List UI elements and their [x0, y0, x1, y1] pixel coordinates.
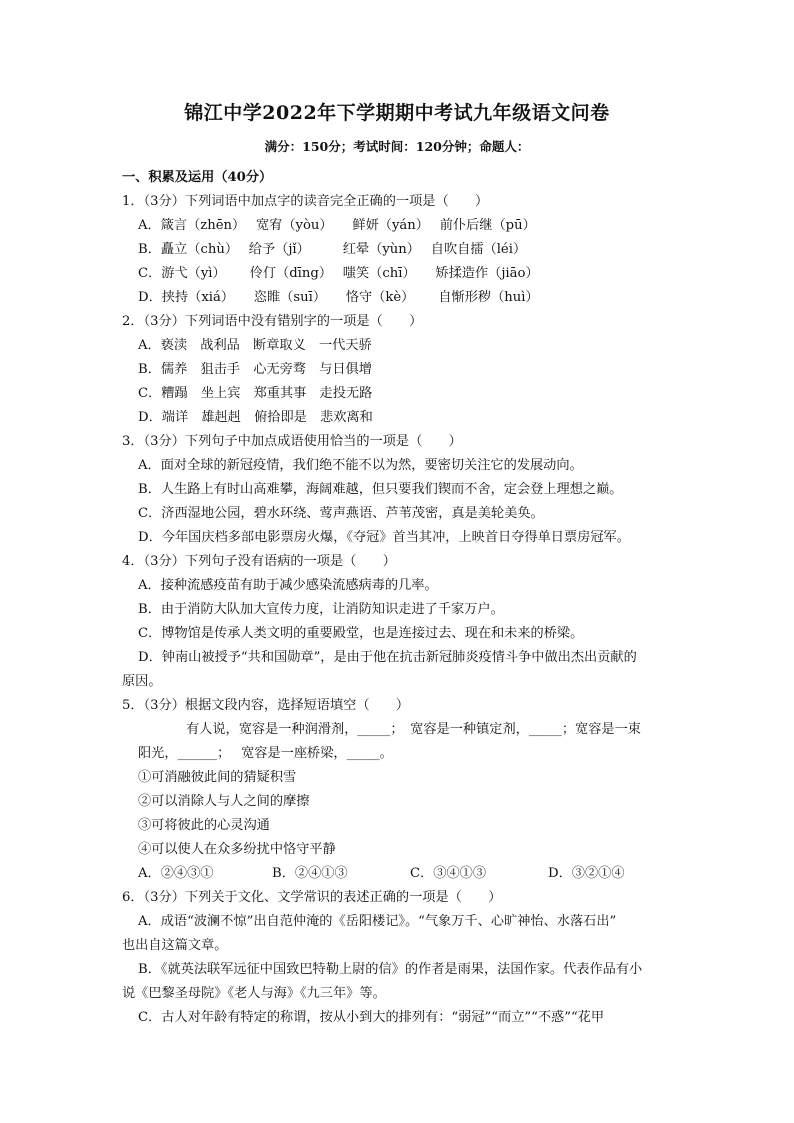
question-4-option-d: D．钟南山被授予“共和国勋章”，是由于他在抗击新冠肺炎疫情斗争中做出杰出贡献的 [138, 650, 637, 665]
question-6-option-b-cont: 说《巴黎圣母院》《老人与海》《九三年》等。 [122, 986, 386, 1001]
question-5-passage-line-2: 阳光，______； 宽容是一座桥梁，_____。 [138, 746, 393, 761]
question-1-stem: 1．（3分）下列词语中加点字的读音完全正确的一项是（ ） [122, 194, 489, 209]
question-5-stem: 5．（3分）根据文段内容，选择短语填空（ ） [122, 698, 410, 713]
question-5-phrase-1: ①可消融彼此间的猜疑积雪 [138, 770, 297, 785]
question-5-phrase-2: ②可以消除人与人之间的摩擦 [138, 794, 310, 809]
question-2-option-d: D．端详 雄赳赳 俯拾即是 悲欢离和 [138, 410, 373, 425]
question-5-phrase-4: ④可以使人在众多纷扰中恪守平静 [138, 842, 336, 857]
question-6-option-a: A．成语“波澜不惊”出自范仲淹的《岳阳楼记》。“气象万千、心旷神怡、水落石出” [138, 914, 617, 929]
question-4-stem: 4．（3分）下列句子没有语病的一项是（ ） [122, 554, 396, 569]
question-1-option-c: C．游弋（yì） 伶仃（dīng） 嗤笑（chī） 矫揉造作（jiāo） [138, 266, 539, 281]
question-6-option-a-cont: 也出自这篇文章。 [122, 938, 228, 953]
question-5-option-d: D．③②①④ [548, 866, 625, 881]
question-3-option-b: B．人生路上有时山高难攀，海阔难越，但只要我们锲而不舍，定会登上理想之巅。 [138, 482, 623, 497]
question-6-option-b: B．《就英法联军远征中国致巴特勒上尉的信》的作者是雨果，法国作家。代表作品有小 [138, 962, 643, 977]
question-3-option-d: D．今年国庆档多部电影票房火爆，《夺冠》首当其冲，上映首日夺得单日票房冠军。 [138, 530, 630, 545]
question-1-option-d: D．挟持（xiá） 恣睢（suī） 恪守（kè） 自惭形秽（huì） [138, 290, 539, 305]
question-4-option-d-cont: 原因。 [122, 674, 162, 689]
question-5-phrase-3: ③可将彼此的心灵沟通 [138, 818, 270, 833]
question-3-stem: 3．（3分）下列句子中加点成语使用恰当的一项是（ ） [122, 434, 462, 449]
section-heading: 一、积累及运用（40分） [122, 170, 273, 185]
question-4-option-b: B．由于消防大队加大宣传力度，让消防知识走进了千家万户。 [138, 602, 504, 617]
question-2-stem: 2．（3分）下列词语中没有错别字的一项是（ ） [122, 314, 423, 329]
question-2-option-b: B．儒养 狙击手 心无旁骛 与日俱增 [138, 362, 372, 377]
question-5-option-c: C．③④①③ [410, 866, 487, 881]
exam-title: 锦江中学2022年下学期期中考试九年级语文问卷 [184, 102, 610, 124]
question-4-option-a: A．接种流感疫苗有助于减少感染流感病毒的几率。 [138, 578, 438, 593]
question-5-passage-line-1: 有人说，宽容是一种润滑剂，_____； 宽容是一种镇定剂，_____；宽容是一束 [186, 722, 641, 737]
question-6-stem: 6．（3分）下列关于文化、文学常识的表述正确的一项是（ ） [122, 890, 502, 905]
question-5-option-a: A．②④③① [138, 866, 214, 881]
question-3-option-a: A．面对全球的新冠疫情，我们绝不能不以为然，要密切关注它的发展动向。 [138, 458, 583, 473]
question-3-option-c: C．济西湿地公园，碧水环绕、莺声燕语、芦苇茂密，真是美轮美奂。 [138, 506, 544, 521]
question-6-option-c: C．古人对年龄有特定的称谓，按从小到大的排列有：“弱冠”“而立”“不惑”“花甲 [138, 1010, 605, 1025]
question-5-option-b: B．②④①③ [272, 866, 348, 881]
question-2-option-a: A．亵渎 战利品 断章取义 一代天骄 [138, 338, 372, 353]
question-4-option-c: C．博物馆是传承人类文明的重要殿堂，也是连接过去、现在和未来的桥梁。 [138, 626, 584, 641]
question-2-option-c: C．糟蹋 坐上宾 郑重其事 走投无路 [138, 386, 373, 401]
question-1-option-b: B．矗立（chù） 给予（jǐ） 红晕（yùn） 自吹自擂（léi） [138, 242, 527, 257]
exam-subtitle: 满分：150分；考试时间：120分钟；命题人： [264, 139, 530, 154]
question-1-option-a: A．箴言（zhēn） 宽宥（yòu） 鲜妍（yán） 前仆后继（pū） [138, 218, 536, 233]
